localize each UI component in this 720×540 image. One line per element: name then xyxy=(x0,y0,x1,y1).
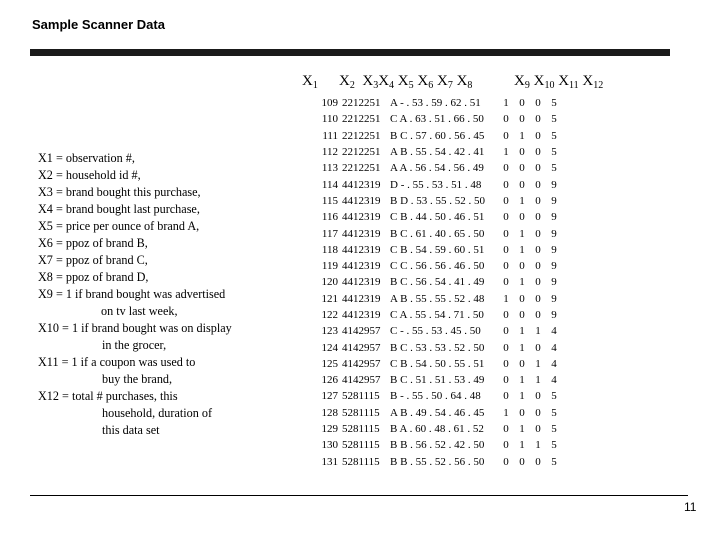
table-row xyxy=(312,242,562,258)
cell-x11: 0 xyxy=(535,455,541,468)
footer-rule xyxy=(30,495,688,496)
cell-x12: 5 xyxy=(551,146,557,159)
cell-household-id: 4412319 xyxy=(342,194,381,207)
cell-x12: 9 xyxy=(551,178,557,191)
cell-x12: 5 xyxy=(551,129,557,142)
cell-observation: 109 xyxy=(321,97,338,110)
cell-household-id: 4412319 xyxy=(342,211,381,224)
legend-line: X8 = ppoz of brand D, xyxy=(38,270,149,284)
cell-brand-prices: C B . 54 . 50 . 55 . 51 xyxy=(390,357,485,370)
table-row xyxy=(312,454,562,470)
cell-x12: 4 xyxy=(551,357,557,370)
cell-x10: 1 xyxy=(519,276,525,289)
cell-household-id: 2212251 xyxy=(342,146,381,159)
cell-x11: 0 xyxy=(535,227,541,240)
cell-x9: 0 xyxy=(503,211,509,224)
cell-x11: 0 xyxy=(535,341,541,354)
cell-observation: 118 xyxy=(321,243,338,256)
cell-observation: 119 xyxy=(321,260,338,273)
cell-brand-prices: C A . 55 . 54 . 71 . 50 xyxy=(390,309,484,321)
table-row xyxy=(312,274,562,290)
table-body xyxy=(312,95,562,470)
cell-x10: 0 xyxy=(519,309,525,321)
cell-household-id: 4142957 xyxy=(342,341,381,354)
cell-observation: 123 xyxy=(321,325,338,338)
cell-x12: 9 xyxy=(551,227,557,240)
cell-x10: 1 xyxy=(519,129,525,142)
legend-line: X10 = 1 if brand bought was on display xyxy=(38,321,232,335)
cell-brand-prices: B C . 53 . 53 . 52 . 50 xyxy=(390,341,485,354)
cell-observation: 115 xyxy=(321,194,338,207)
cell-x9: 0 xyxy=(503,113,509,126)
cell-x11: 0 xyxy=(535,194,541,207)
cell-brand-prices: C B . 54 . 59 . 60 . 51 xyxy=(390,243,485,256)
cell-x10: 1 xyxy=(519,423,525,436)
cell-observation: 121 xyxy=(321,292,338,305)
cell-x9: 0 xyxy=(503,374,509,387)
cell-household-id: 4412319 xyxy=(342,243,381,256)
cell-brand-prices: C C . 56 . 56 . 46 . 50 xyxy=(390,260,485,273)
cell-brand-prices: D - . 55 . 53 . 51 . 48 xyxy=(390,178,482,191)
cell-x12: 9 xyxy=(551,243,557,256)
cell-brand-prices: A A . 56 . 54 . 56 . 49 xyxy=(390,162,484,175)
cell-x9: 0 xyxy=(503,439,509,452)
cell-observation: 124 xyxy=(321,341,338,354)
cell-household-id: 4412319 xyxy=(342,227,381,240)
cell-x12: 5 xyxy=(551,113,557,126)
cell-x12: 9 xyxy=(551,309,557,321)
cell-x12: 5 xyxy=(551,439,557,452)
cell-x10: 1 xyxy=(519,325,525,338)
cell-household-id: 4142957 xyxy=(342,325,381,338)
cell-observation: 113 xyxy=(321,162,338,175)
table-row xyxy=(312,111,562,127)
cell-brand-prices: C - . 55 . 53 . 45 . 50 xyxy=(390,325,481,338)
cell-brand-prices: B A . 60 . 48 . 61 . 52 xyxy=(390,423,484,436)
table-row xyxy=(312,225,562,241)
cell-x12: 9 xyxy=(551,211,557,224)
cell-x10: 0 xyxy=(519,292,525,305)
cell-household-id: 2212251 xyxy=(342,129,381,142)
cell-x9: 0 xyxy=(503,455,509,468)
cell-observation: 129 xyxy=(321,423,338,436)
legend-line: X1 = observation #, xyxy=(38,151,135,165)
cell-observation: 116 xyxy=(321,211,338,224)
cell-brand-prices: B D . 53 . 55 . 52 . 50 xyxy=(390,194,486,207)
cell-brand-prices: C B . 44 . 50 . 46 . 51 xyxy=(390,211,485,224)
cell-brand-prices: A - . 53 . 59 . 62 . 51 xyxy=(390,97,481,110)
cell-brand-prices: B C . 61 . 40 . 65 . 50 xyxy=(390,227,485,240)
cell-x11: 0 xyxy=(535,162,541,175)
cell-x11: 0 xyxy=(535,276,541,289)
table-row xyxy=(312,356,562,372)
cell-brand-prices: B B . 56 . 52 . 42 . 50 xyxy=(390,439,485,452)
cell-brand-prices: B C . 57 . 60 . 56 . 45 xyxy=(390,129,485,142)
legend-line: buy the brand, xyxy=(102,372,173,386)
cell-observation: 114 xyxy=(321,178,338,191)
legend-line: X3 = brand bought this purchase, xyxy=(38,185,201,199)
cell-x9: 0 xyxy=(503,423,509,436)
cell-x11: 1 xyxy=(535,439,541,452)
cell-x9: 0 xyxy=(503,194,509,207)
cell-x12: 5 xyxy=(551,162,557,175)
cell-x12: 9 xyxy=(551,276,557,289)
legend-line: X9 = 1 if brand bought was advertised xyxy=(38,287,226,301)
cell-x9: 0 xyxy=(503,276,509,289)
legend-line: X6 = ppoz of brand B, xyxy=(38,236,148,250)
legend-line: on tv last week, xyxy=(101,304,178,318)
cell-x12: 9 xyxy=(551,194,557,207)
cell-x9: 0 xyxy=(503,309,509,321)
cell-x10: 0 xyxy=(519,162,525,175)
legend-line: X2 = household id #, xyxy=(38,168,141,182)
cell-observation: 117 xyxy=(321,227,338,240)
cell-x10: 1 xyxy=(519,227,525,240)
cell-household-id: 4142957 xyxy=(342,374,381,387)
cell-observation: 110 xyxy=(321,113,338,126)
cell-observation: 126 xyxy=(321,374,338,387)
cell-x9: 0 xyxy=(503,243,509,256)
cell-x12: 5 xyxy=(551,455,557,468)
legend-line: X12 = total # purchases, this xyxy=(38,389,178,403)
legend-line: X7 = ppoz of brand C, xyxy=(38,253,148,267)
cell-x12: 4 xyxy=(551,325,557,338)
cell-brand-prices: A B . 49 . 54 . 46 . 45 xyxy=(390,406,485,419)
legend-line: in the grocer, xyxy=(102,338,167,352)
cell-household-id: 4412319 xyxy=(342,178,381,191)
cell-x11: 1 xyxy=(535,357,541,370)
cell-x10: 1 xyxy=(519,341,525,354)
cell-x11: 0 xyxy=(535,423,541,436)
cell-x11: 0 xyxy=(535,97,541,110)
cell-observation: 122 xyxy=(321,309,338,321)
cell-household-id: 4412319 xyxy=(342,292,381,305)
cell-brand-prices: B - . 55 . 50 . 64 . 48 xyxy=(390,390,481,403)
cell-x9: 0 xyxy=(503,162,509,175)
cell-household-id: 2212251 xyxy=(342,97,381,110)
cell-x11: 0 xyxy=(535,146,541,159)
cell-x9: 0 xyxy=(503,357,509,370)
table-row xyxy=(312,323,562,339)
scanner-data-table xyxy=(312,95,562,470)
cell-x11: 0 xyxy=(535,406,541,419)
variable-legend xyxy=(38,150,268,439)
cell-x10: 1 xyxy=(519,439,525,452)
legend-line: X5 = price per ounce of brand A, xyxy=(38,219,200,233)
cell-household-id: 5281115 xyxy=(342,390,380,403)
table-row xyxy=(312,339,562,355)
cell-household-id: 5281115 xyxy=(342,455,380,468)
cell-x10: 0 xyxy=(519,97,525,110)
cell-household-id: 4142957 xyxy=(342,357,381,370)
cell-x12: 5 xyxy=(551,406,557,419)
cell-x11: 0 xyxy=(535,292,541,305)
cell-x10: 0 xyxy=(519,146,525,159)
header-x9-x12: $X_9$ $X_{10}$ $X_{11}$ $X_{12}$ xyxy=(514,73,604,91)
cell-x9: 0 xyxy=(503,260,509,273)
cell-brand-prices: C A . 63 . 51 . 66 . 50 xyxy=(390,113,484,126)
cell-x10: 0 xyxy=(519,178,525,191)
cell-x12: 5 xyxy=(551,423,557,436)
cell-x12: 9 xyxy=(551,260,557,273)
cell-observation: 130 xyxy=(321,439,338,452)
cell-x10: 1 xyxy=(519,390,525,403)
cell-household-id: 5281115 xyxy=(342,423,380,436)
legend-line: X4 = brand bought last purchase, xyxy=(38,202,200,216)
cell-observation: 125 xyxy=(321,357,338,370)
cell-x11: 1 xyxy=(535,325,541,338)
cell-observation: 127 xyxy=(321,390,338,403)
table-row xyxy=(312,372,562,388)
cell-x9: 0 xyxy=(503,178,509,191)
title-rule xyxy=(30,49,670,56)
cell-observation: 112 xyxy=(321,146,338,159)
cell-x11: 0 xyxy=(535,211,541,224)
table-row xyxy=(312,258,562,274)
table-row xyxy=(312,209,562,225)
legend-line: this data set xyxy=(102,423,160,437)
table-row xyxy=(312,160,562,176)
cell-household-id: 4412319 xyxy=(342,276,381,289)
cell-x11: 0 xyxy=(535,113,541,126)
table-row xyxy=(312,421,562,437)
cell-observation: 120 xyxy=(321,276,338,289)
cell-x12: 4 xyxy=(551,374,557,387)
legend-line: household, duration of xyxy=(102,406,213,420)
cell-x9: 0 xyxy=(503,390,509,403)
cell-x12: 9 xyxy=(551,292,557,305)
cell-x10: 0 xyxy=(519,455,525,468)
cell-x10: 1 xyxy=(519,243,525,256)
header-x2-x8: $X_2$ $X_3X_4$ $X_5$ $X_6$ $X_7$ $X_8$ xyxy=(339,73,473,91)
cell-brand-prices: A B . 55 . 54 . 42 . 41 xyxy=(390,146,485,159)
cell-brand-prices: B B . 55 . 52 . 56 . 50 xyxy=(390,455,485,468)
cell-x10: 1 xyxy=(519,194,525,207)
cell-x11: 0 xyxy=(535,260,541,273)
table-row xyxy=(312,95,562,111)
cell-x9: 0 xyxy=(503,129,509,142)
cell-x11: 0 xyxy=(535,243,541,256)
cell-x9: 1 xyxy=(503,292,509,305)
cell-x12: 5 xyxy=(551,390,557,403)
cell-x11: 0 xyxy=(535,390,541,403)
table-row xyxy=(312,176,562,192)
cell-x9: 0 xyxy=(503,341,509,354)
table-row xyxy=(312,437,562,453)
cell-household-id: 5281115 xyxy=(342,406,380,419)
table-row xyxy=(312,193,562,209)
cell-x11: 0 xyxy=(535,309,541,321)
table-row xyxy=(312,128,562,144)
cell-household-id: 2212251 xyxy=(342,113,381,126)
cell-x9: 0 xyxy=(503,325,509,338)
cell-x10: 0 xyxy=(519,357,525,370)
cell-x10: 0 xyxy=(519,113,525,126)
legend-line: X11 = 1 if a coupon was used to xyxy=(38,355,196,369)
cell-brand-prices: A B . 55 . 55 . 52 . 48 xyxy=(390,292,485,305)
cell-x11: 0 xyxy=(535,129,541,142)
table-row xyxy=(312,291,562,307)
cell-brand-prices: B C . 56 . 54 . 41 . 49 xyxy=(390,276,485,289)
cell-brand-prices: B C . 51 . 51 . 53 . 49 xyxy=(390,374,485,387)
cell-household-id: 5281115 xyxy=(342,439,380,452)
cell-x10: 0 xyxy=(519,211,525,224)
cell-x12: 4 xyxy=(551,341,557,354)
table-row xyxy=(312,307,562,323)
slide-title: Sample Scanner Data xyxy=(32,17,165,32)
table-row xyxy=(312,405,562,421)
cell-household-id: 4412319 xyxy=(342,260,381,273)
cell-x9: 1 xyxy=(503,406,509,419)
header-x1: $X_1$ xyxy=(302,73,318,91)
table-row xyxy=(312,388,562,404)
page-number: 11 xyxy=(684,500,697,514)
cell-x10: 0 xyxy=(519,260,525,273)
cell-x9: 1 xyxy=(503,97,509,110)
table-row xyxy=(312,144,562,160)
cell-x10: 0 xyxy=(519,406,525,419)
cell-household-id: 2212251 xyxy=(342,162,381,175)
cell-x10: 1 xyxy=(519,374,525,387)
cell-observation: 131 xyxy=(321,455,338,468)
cell-x9: 0 xyxy=(503,227,509,240)
cell-x11: 0 xyxy=(535,178,541,191)
cell-x9: 1 xyxy=(503,146,509,159)
cell-observation: 111 xyxy=(322,129,338,142)
cell-household-id: 4412319 xyxy=(342,309,381,321)
cell-x11: 1 xyxy=(535,374,541,387)
cell-x12: 5 xyxy=(551,97,557,110)
cell-observation: 128 xyxy=(321,406,338,419)
